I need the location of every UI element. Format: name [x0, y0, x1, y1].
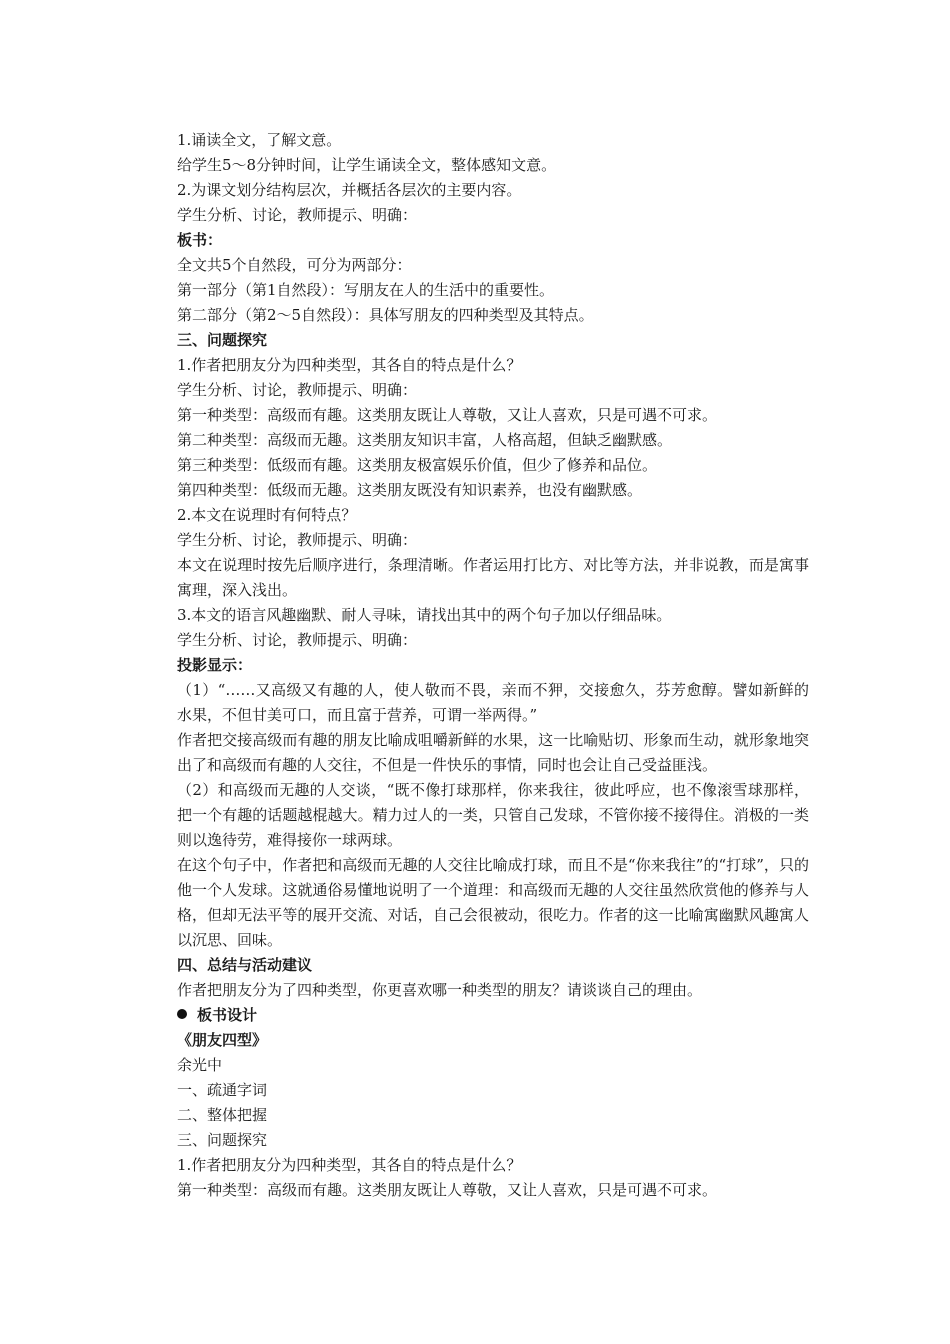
text-line: 一、疏通字词: [177, 1081, 268, 1099]
text-line: 学生分析、讨论，教师提示、明确：: [177, 631, 418, 649]
section-heading-text: 板书设计: [197, 1006, 258, 1024]
text-line: 学生分析、讨论，教师提示、明确：: [177, 531, 418, 549]
section-heading: 三、问题探究: [177, 331, 268, 349]
text-line: 作者把朋友分为了四种类型，你更喜欢哪一种类型的朋友？请谈谈自己的理由。: [177, 981, 703, 999]
board-title: 《朋友四型》: [177, 1031, 268, 1049]
text-line: 3.本文的语言风趣幽默、耐人寻味，请找出其中的两个句子加以仔细品味。: [177, 606, 672, 624]
text-line: 2.为课文划分结构层次，并概括各层次的主要内容。: [177, 181, 522, 199]
paragraph: 作者把交接高级而有趣的朋友比喻成咀嚼新鲜的水果，这一比喻贴切、形象而生动，就形象地突出了和高级而有趣的人交往，不但是一件快乐的事情，同时也会让自己受益匪浅。: [177, 731, 809, 774]
paragraph-text: 本文在说理时按先后顺序进行，条理清晰。作者运用打比方、对比等方法，并非说教，而是寓事寓理，深入浅出。: [177, 556, 809, 599]
text-line: 全文共5个自然段，可分为两部分：: [177, 256, 412, 274]
document-body: [177, 128, 809, 1203]
paragraph: [177, 553, 809, 603]
text-line: 2.本文在说理时有何特点？: [177, 506, 357, 524]
text-line: 学生分析、讨论，教师提示、明确：: [177, 206, 418, 224]
text-line: 第一部分（第1自然段）：写朋友在人的生活中的重要性。: [177, 281, 555, 299]
section-label: 投影显示：: [177, 656, 253, 674]
text-line: 二、整体把握: [177, 1106, 268, 1124]
section-heading: [177, 1003, 809, 1028]
text-line: 1.作者把朋友分为四种类型，其各自的特点是什么？: [177, 1156, 522, 1174]
paragraph: 在这个句子中，作者把和高级而无趣的人交往比喻成打球，而且不是“你来我往”的“打球”，只的他一个人发球。这就通俗易懂地说明了一个道理：和高级而无趣的人交往虽然欣赏他的修养与人格，但却无法平等的展开交流、对话，自己会很被动，很吃力。作者的这一比喻寓幽默风趣寓人以沉思、回味。: [177, 856, 809, 949]
text-line: 第四种类型：低级而无趣。这类朋友既没有知识素养，也没有幽默感。: [177, 481, 643, 499]
section-label: 板书：: [177, 231, 223, 249]
quote-paragraph: （2）和高级而无趣的人交谈，“既不像打球那样，你来我往，彼此呼应，也不像滚雪球那样，把一个有趣的话题越棍越大。精力过人的一类，只管自己发球，不管你接不接得住。消极的一类则以逸待劳，难得接你一球两球。: [177, 781, 809, 849]
text-line: 给学生5～8分钟时间，让学生诵读全文，整体感知文意。: [177, 156, 557, 174]
quote-paragraph: （1）“……又高级又有趣的人，使人敬而不畏，亲而不狎，交接愈久，芬芳愈醇。譬如新鲜的水果，不但甘美可口，而且富于营养，可谓一举两得。”: [177, 681, 809, 724]
text-line: 三、问题探究: [177, 1131, 268, 1149]
author-name: 余光中: [177, 1056, 223, 1074]
text-line: 第三种类型：低级而有趣。这类朋友极富娱乐价值，但少了修养和品位。: [177, 456, 658, 474]
text-line: 第二种类型：高级而无趣。这类朋友知识丰富，人格高超，但缺乏幽默感。: [177, 431, 673, 449]
text-line: 1.诵读全文，了解文意。: [177, 131, 342, 149]
section-heading: 四、总结与活动建议: [177, 956, 313, 974]
text-line: 第一种类型：高级而有趣。这类朋友既让人尊敬，又让人喜欢，只是可遇不可求。: [177, 1181, 718, 1199]
text-line: 学生分析、讨论，教师提示、明确：: [177, 381, 418, 399]
text-line: 1.作者把朋友分为四种类型，其各自的特点是什么？: [177, 356, 522, 374]
text-line: 第二部分（第2～5自然段）：具体写朋友的四种类型及其特点。: [177, 306, 594, 324]
bullet-icon: [177, 1009, 187, 1019]
text-line: 第一种类型：高级而有趣。这类朋友既让人尊敬，又让人喜欢，只是可遇不可求。: [177, 406, 718, 424]
